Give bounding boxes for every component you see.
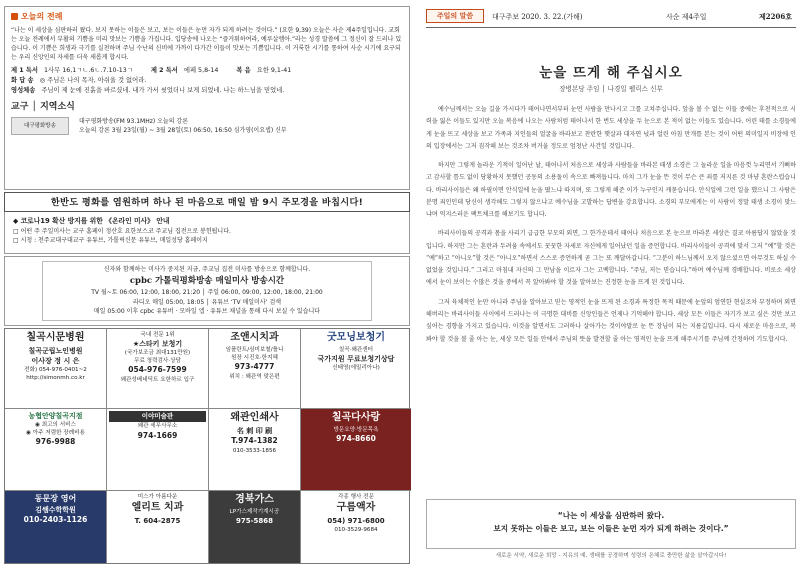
ad-elite-top: 미스가 아름다운 [137, 494, 178, 500]
ad-dental-addr: 위치 : 왜관역 맞은편 [229, 373, 280, 380]
online-mass-notice [4, 212, 410, 254]
sermon-paragraph-2: 하지만 그렇게 놀라운 기적이 일어난 날, 태어나서 처음으로 세상과 사람들을 바라본 태생 소경은 그 놀라운 일을 마음껏 누리면서 기뻐하고 감사할 틈도 없이 당황하지 못했던 공동의 소용돌이 속으로 빠져듭니다. 마치 그가 눈을 뜬 것이 무슨 큰 죄를 저지른 것 마냥 혼란스럽습니다. 바리사이들은 왜 하필이면 안식일에 눈을 떴느냐 따지며, 또 그렇게 해준 이가 누구인지 캐묻습니다. 안식일에 그런 일을 했으니 그 사람은 분명 죄인인데 당신이 생각해도 그렇지 않으냐고 예수님을 고발하는 답변을 강요합니다. 소경의 부모에게는 이 사람이 정말 태생 소경이 맞느냐며 억지스러운 팩트체크를 해보기도 합니다. [426, 162, 796, 219]
ad-hearing-phone: 054-976-7599 [128, 365, 187, 375]
cpbc-inner [42, 261, 372, 321]
ad-goodmorning-phone: 신태영(에밀리아나) [332, 364, 380, 371]
sermon-paragraph-4: 그저 육체적인 눈만 아니라 주님을 알아보고 믿는 영적인 눈을 뜨게 된 소경과 특정한 목적 때문에 눈앞의 엄연한 현실조차 부정하며 외면해버리는 바리사이들 사이에서 드러나는 이 극명한 대비를 신앙인들은 언제나 기억해야 합니다. 세상 모든 이들은 자기가 보고 싶은 것만 보고 싶어는 경향을 가지고 있습니다. 이것을 알면서도 그러하나 살아가는 것이야말로 눈 뜬 장님이 되는 지름길입니다. 다시 새로운 마음으로, 복 봐야 할 것을 볼 줄 아는 눈, 세상 모든 일들 안에서 주님의 뜻을 발견할 줄 아는 영적인 눈을 뜨게 해주시기를 주님께 간청하며 기도합시다. [426, 298, 796, 343]
liturgy-box [4, 6, 410, 190]
ad-hearing-top: 국내 전문 1위 [140, 332, 175, 338]
ad-dental-title: 조앤시치과 [230, 332, 279, 343]
ad-goodmorning [301, 329, 411, 409]
ad-gas [209, 491, 301, 563]
ad-dasarang-phone: 974-8660 [336, 433, 376, 443]
gospel-label: 복 음 [236, 66, 251, 74]
online-mass-item-2: □ 시청 : 천주교대구대교구 유튜브, 가톨릭신문 유튜브, 매일성당 홈페이지 [13, 236, 208, 244]
ad-elite-phone: T. 604-2875 [134, 516, 181, 525]
reading-row-3 [11, 86, 403, 96]
ad-dental-line1: 임플란트/심미보철/틀니 [225, 346, 284, 353]
psalm-text: ◎ 주님은 나의 목자, 아쉬울 것 없어라. [39, 76, 147, 84]
ad-print-phone: T.974-1382 [231, 435, 278, 445]
reading1-label: 제 1 독서 [11, 66, 39, 74]
ad-print-line: 名 刺 印 刷 [236, 426, 273, 435]
sermon-header [426, 6, 796, 28]
ad-dasarang-title: 칠곡다사랑 [331, 412, 381, 423]
cpbc-intro: 신자와 함께하는 미사가 중지된 지금, 주교님 집전 미사를 방송으로 함께합니다. [103, 266, 311, 273]
right-column [426, 6, 796, 561]
left-column [4, 6, 410, 561]
parish-news-info [79, 117, 287, 135]
paper-name: 대구주보 [492, 13, 520, 21]
ad-gallery-sub: 왜관 세무사무소 [137, 423, 178, 430]
ad-goodmorning-sub: 칠곡·왜관센터 [338, 346, 374, 353]
ad-funeral-title: 농협안양칠곡지점 [28, 412, 83, 420]
sermon-tag: 주일의 말씀 [426, 9, 484, 23]
quote-line-1: “나는 이 세상을 심판하러 왔다. [557, 511, 665, 520]
ad-hospital-phone: 전화) 054-976-0401~2 [24, 366, 87, 373]
ad-gas-title: 경북가스 [235, 494, 274, 505]
parish-line-2: 오늘의 강론 3월 23일(월) ~ 3월 28일(토) 06:50, 16:50 심가영(이요셉) 신부 [79, 126, 287, 134]
ads-grid [4, 328, 410, 564]
reading2-ref: 에페 5,8-14 [183, 66, 219, 74]
parish-line-1: 대구평화방송(FM 93.1MHz) 오늘의 강론 [79, 117, 188, 125]
ad-dasarang-sub: 방문요양·방문목욕 [333, 426, 379, 433]
liturgy-title [11, 11, 403, 23]
issue-date: 2020. 3. 22.(가해) [521, 13, 583, 21]
ad-funeral-line2: ◉ 아주 저렴한 장례비용 [26, 430, 85, 437]
ad-gallery [107, 409, 209, 491]
ad-print [209, 409, 301, 491]
communion-label: 영성체송 [11, 87, 36, 95]
reading2-label: 제 2 독서 [150, 66, 178, 74]
parish-news-title: 교구 │ 지역소식 [11, 101, 75, 112]
ad-goodmorning-title: 굿모닝보청기 [327, 332, 385, 343]
ad-gallery-phone: 974-1669 [137, 430, 178, 440]
quote-line-2: 보지 못하는 이들은 보고, 보는 이들은 눈먼 자가 되게 하려는 것이다.” [493, 523, 729, 533]
cpbc-tv-times: TV 월~토 06:00, 12:00, 18:00, 21:20 │ 주일 06:00, 09:00, 12:00, 18:00, 21:00 [91, 289, 323, 297]
peace-banner: 한반도 평화를 염원하며 하나 된 마음으로 매일 밤 9시 주모경을 바칩시다! [4, 192, 410, 212]
online-mass-head: ◆ 코로나19 확산 방지를 위한 《온라인 미사》 안내 [13, 217, 170, 225]
header-paper-date [492, 12, 583, 22]
ad-funeral-phone: 976-9988 [35, 437, 76, 447]
sermon-body [426, 104, 796, 353]
ad-elite-title: 엘리트 치과 [131, 502, 184, 514]
reading1-ref: 1사무 16,1ㄱㄴ.6ㄴ.7.10-13ㄱ [44, 66, 133, 74]
ad-dasarang [301, 409, 411, 491]
readings-list [11, 66, 403, 97]
ad-funeral-line1: ◉ 최고의 서비스 [35, 422, 76, 429]
psalm-label: 화 답 송 [11, 76, 34, 84]
ad-dental-phone: 973-4777 [234, 361, 275, 371]
ad-frame-phone: 054) 971-6800 [327, 516, 385, 525]
liturgy-title-text: 오늘의 전례 [21, 12, 63, 21]
parish-news-row [11, 117, 403, 135]
ad-frame [301, 491, 411, 563]
ad-frame-sub: 각종 행사 전문 [338, 494, 374, 500]
reading-row-2 [11, 76, 403, 86]
gospel-ref: 요한 9,1-41 [256, 66, 292, 74]
ad-hearing-sub: (국가보조금 최대131만원) [124, 350, 191, 357]
issue-number: 제2206호 [758, 12, 792, 21]
ad-frame-mobile: 010-3529-9684 [334, 526, 378, 533]
online-mass-item-1: □ 어떤 주 주일미사는 교구 홈페이 정산호 요한보스코 주교님 집전으로 봉헌됩니다. [13, 227, 231, 235]
ad-dental-line2: 원장 시진호·한지혜 [231, 354, 278, 361]
ad-hospital [5, 329, 107, 409]
ad-hearing-aid [107, 329, 209, 409]
ad-elite-dental [107, 491, 209, 563]
ad-gas-sub: LP가스제작기계시공 [229, 508, 280, 515]
radio-logo: 대구평화방송 [11, 117, 69, 135]
cpbc-radio-times: 라디오 매일 05:00, 18:05 │ 유튜브 ‘TV 매일미사’ 검색 [132, 298, 282, 306]
ad-academy-phone: 010-2403-1126 [23, 514, 88, 524]
quote-box [426, 499, 796, 549]
ad-academy [5, 491, 107, 563]
sermon-paragraph-3: 바리사이들의 공격과 몸을 사리기 급급한 부모의 외면, 그 한가운데서 태어나 처음으로 본 눈으로 바라본 세상은 결코 아름답지 않았을 것입니다. 하지만 그는 혼란과 두려움 속에서도 꿋꿋한 자세로 자신에게 일어났던 일을 증언합니다. 바리사이들이 공격에 맞서 그저 “예”할 것은 “예”하고 “아니오”할 것은 “아니오”하면서 스스로 증언하게 곧 그는 또 깨달아갑니다. “그분이 하느님께서 오지 않으셨으면 아무것도 하실 수 없었을 것입니다.” 그리고 마침내 자신의 그 만남을 이르자 그는 고백합니다. “주님, 저는 믿습니다.”하며 예수님께 경배합니다. 비로소 세상에서 눈이 보이는 수많은 것을 중에서 꼭 알아봐야 할 것을 알아보는 진정한 눈을 뜨게 된 것입니다. [426, 230, 796, 287]
sermon-title: 눈을 뜨게 해 주십시오 [539, 65, 683, 81]
sermon-paragraph-1: 예수님께서는 오늘 길을 가시다가 태어나면서부터 눈먼 사람을 만나시고 그를 고쳐주십니다. 앞을 볼 수 없는 이들 중에는 후천적으로 시력을 잃은 이들도 있지만 오늘 복음에 나오는 사람처럼 태어나서 한 번도 세상을 두 눈으로 본 적이 없는 이들도 있습니다. 어린 태를 소경들에게 눈을 뜨고 세상을 보고 가족과 지인들의 얼굴을 바라보고 찬란한 햇살과 대자연 넋과 얼린 아침 만개를 본는 것이 어떤 의미일지 비장에 인의 입장에서는 그저 짐작해 보는 것조차 버거울 정도로 엄청난 사건일 것입니다. [426, 106, 796, 150]
header-week: 사순 제4주일 [666, 13, 707, 21]
ad-print-title: 왜관인쇄사 [230, 412, 279, 423]
ad-frame-title: 구름액자 [336, 502, 376, 514]
liturgy-intro: “나는 이 세상을 심판하러 왔다. 보지 못하는 이들은 보고, 보는 이들은 눈먼 자가 되게 하려는 것이다.” (요한 9,39) 오늘은 사순 제4주일입니다. 교회는 오늘 전례에서 부활의 기쁨을 미리 맛보는 기쁨을 가집니다. 입당송에 나오는 “즐거워하여라, 예루살렘아.”라는 성경 말씀에 그 정신이 잘 드러나 있습니다. 이 기쁨은 희생과 극기를 실천하며 주님 수난의 신비에 가까이 다가간 이들이 맛보는 기쁨입니다. 이 거룩한 시기를 통하여 사순 시기에 요구되는 우리 신앙인의 자세를 더욱 새롭게 합시다. [11, 26, 402, 61]
cpbc-note: 매일 05:00 이후 cpbc 유튜버 · 모바일 앱 · 유튜브 채널을 통해 다시 보실 수 있습니다 [93, 308, 321, 316]
ad-funeral [5, 409, 107, 491]
ad-hearing-title: ★스타키 보청기 [132, 340, 183, 349]
footer-slogan: 새로운 서약, 새로운 희망 - 지유의 예, 생태를 공경하며 성령의 은혜로 충만한 삶을 살아갑시다! [495, 553, 727, 559]
cpbc-title: cpbc 가톨릭평화방송 매일미사 방송시간 [129, 275, 285, 286]
ad-gallery-title: 이야미술관 [109, 411, 206, 422]
ad-hospital-title: 칠곡시문병원 [26, 332, 85, 343]
ad-dental [209, 329, 301, 409]
ad-gas-phone: 975-5868 [236, 516, 273, 525]
ad-hospital-name: 이사장 정 시 은 [31, 356, 80, 365]
bullet-icon [11, 13, 18, 20]
sermon-author: 장병본당 주임 │ 나경일 펠릭스 신부 [559, 85, 663, 93]
ad-hearing-line: 무료 청력검사·상담 [134, 358, 181, 365]
cpbc-broadcast-box [4, 256, 410, 326]
reading-row-1 [11, 66, 403, 76]
ad-academy-sub: 김쌤수학학원 [35, 505, 76, 514]
ad-hospital-sub: 칠곡군립노인병원 [28, 346, 83, 355]
ad-print-mobile: 010-3533-1856 [232, 447, 277, 454]
communion-text: 주님이 제 눈에 진흙을 바르셨네. 내가 가서 씻었더니 보게 되었네. 나는 하느님을 믿었네. [41, 87, 285, 95]
ad-goodmorning-line: 국가지원 무료보청기상담 [317, 354, 395, 363]
ad-academy-title: 동문장 영어 [34, 494, 77, 503]
ad-hearing-addr: 왜관성베네딕트 요한하르 입구 [120, 377, 195, 384]
ad-hospital-web: http://simonmh.co.kr [26, 374, 85, 381]
